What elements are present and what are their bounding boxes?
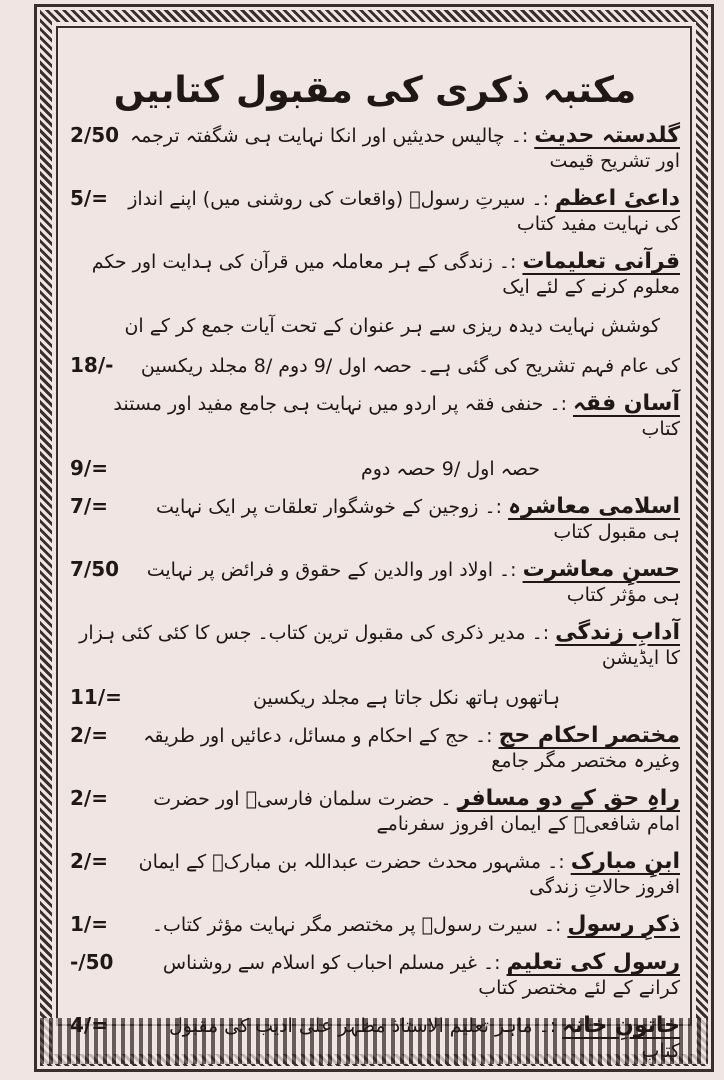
book-price: 1/= [70,912,108,936]
book-description: :۔ ماہر تعلیم الاستاذ مظہر علی ادیب کی مقبول کتاب [169,1015,680,1062]
book-entry [70,494,680,545]
book-entry [70,249,680,379]
book-description: ۔ حضرت سلمان فارسیؓ اور حضرت امام شافعیؒ کے ایمان افروز سفرنامے [153,788,680,835]
book-description: :۔ سیرتِ رسولؐ (واقعات کی روشنی میں) اپنے انداز کی نہایت مفید کتاب [128,188,680,235]
book-price: 2/= [70,723,108,747]
book-title: مختصر احکام حج [498,723,680,748]
book-list [70,70,680,1062]
book-price: 7/50 [70,557,120,581]
book-title: حسنِ معاشرت [522,557,680,582]
book-entry [70,186,680,237]
book-entry [70,557,680,608]
book-price: 9/= [70,456,108,480]
book-entry [70,1013,680,1064]
book-title: خاتونِ خانہ [562,1013,680,1038]
book-entry [70,620,680,711]
book-price: 18/- [70,353,114,377]
book-price: 2/= [70,786,108,810]
book-description-cont: کی عام فہم تشریح کی گئی ہے۔ حصہ اول ‎9/‎ دوم ‎8/‎ مجلد ریکسین [140,355,680,377]
book-title: داعیٔ اعظم [554,186,680,211]
book-description: :۔ اولاد اور والدین کے حقوق و فرائض پر نہایت ہی مؤثر کتاب [146,559,680,606]
book-price: 4/= [70,1013,108,1037]
book-description: :۔ چالیس حدیثیں اور انکا نہایت ہی شگفتہ ترجمہ اور تشریح قیمت [130,125,680,172]
book-title: آسان فقہ [572,391,680,416]
book-entry [70,912,680,938]
book-entry [70,849,680,900]
book-entry [70,391,680,482]
book-title: گلدستہ حدیث [534,123,680,148]
book-description: :۔ حج کے احکام و مسائل، دعائیں اور طریقہ وغیرہ مختصر مگر جامع [143,725,680,772]
book-price: 11/= [70,685,122,709]
book-title: قرآنی تعلیمات [522,249,680,274]
book-entry [70,123,680,174]
book-price: -/50 [70,950,114,974]
book-description: :۔ سیرت رسولؐ پر مختصر مگر نہایت مؤثر کتاب۔ [151,914,562,936]
book-description-cont: ہاتھوں ہاتھ نکل جاتا ہے مجلد ریکسین [252,687,560,709]
book-title: راہِ حق کے دو مسافر [457,786,680,811]
book-title: ابنِ مبارک [570,849,680,874]
book-description-cont: حصہ اول ‎9/‎ حصہ دوم [360,458,540,480]
book-price: 2/= [70,849,108,873]
book-description: :۔ مشہور محدث حضرت عبداللہ بن مبارکؒ کے ایمان افروز حالاتِ زندگی [138,851,680,898]
book-price: 5/= [70,186,108,210]
book-entry [70,786,680,837]
book-description: :۔ غیر مسلم احباب کو اسلام سے روشناس کرانے کے لئے مختصر کتاب [162,952,680,999]
book-price: 2/50 [70,123,120,147]
book-description: :۔ مدیر ذکری کی مقبول ترین کتاب۔ جس کا کئی کئی ہزار کا ایڈیشن [79,622,680,669]
book-title: ذکرِ رسول [567,912,680,937]
page-title: مکتبہ ذکری کی مقبول کتابیں [113,70,637,111]
book-description: :۔ زوجین کے خوشگوار تعلقات پر ایک نہایت ہی مقبول کتاب [156,496,680,543]
book-description-cont: کوشش نہایت دیدہ ریزی سے ہر عنوان کے تحت آیات جمع کر کے ان [124,315,660,337]
book-title: آدابِ زندگی [555,620,680,645]
book-entry [70,950,680,1001]
book-entry [70,723,680,774]
book-description: :۔ زندگی کے ہر معاملہ میں قرآن کی ہدایت اور حکم معلوم کرنے کے لئے ایک [91,251,680,298]
book-title: اسلامی معاشرہ [508,494,680,519]
book-price: 7/= [70,494,108,518]
book-title: رسول کی تعلیم [506,950,680,975]
book-description: :۔ حنفی فقہ پر اردو میں نہایت ہی جامع مفید اور مستند کتاب [113,393,680,440]
